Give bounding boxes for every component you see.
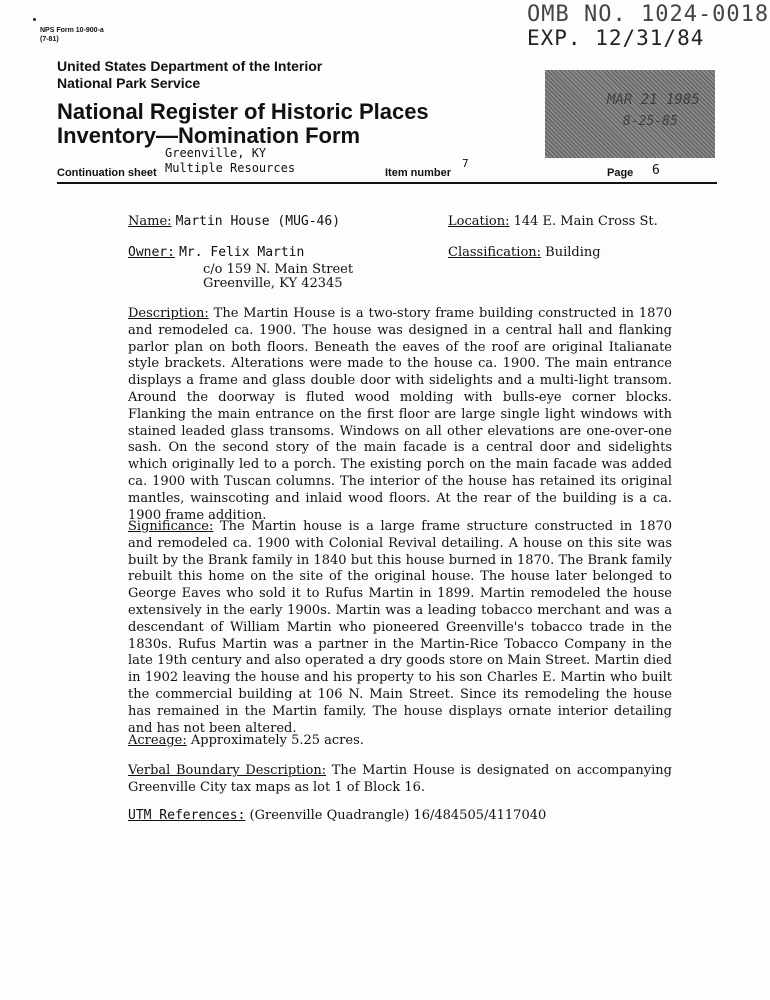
location-field xyxy=(448,214,658,229)
continuation-label: Continuation sheet xyxy=(57,167,157,179)
department-name: United States Department of the Interior xyxy=(57,58,323,74)
form-subtitle: Inventory—Nomination Form xyxy=(57,123,361,148)
name-field xyxy=(128,214,340,229)
owner-field xyxy=(128,245,304,260)
stamp-date: MAR 21 1985 xyxy=(607,92,700,108)
page-label: Page xyxy=(607,167,634,179)
acreage-text: Approximately 5.25 acres. xyxy=(190,733,364,748)
classification-value: Building xyxy=(545,245,601,260)
name-value: Martin House (MUG-46) xyxy=(175,214,341,229)
form-id xyxy=(40,26,104,44)
acreage-label: Acreage: xyxy=(128,733,187,748)
boundary-label: Verbal Boundary Description: xyxy=(128,763,327,778)
continuation-value: Multiple Resources xyxy=(165,161,296,175)
owner-line-2: c/o 159 N. Main Street xyxy=(203,262,354,277)
utm-text: (Greenville Quadrangle) 16/484505/4117040 xyxy=(249,808,547,823)
location-value: 144 E. Main Cross St. xyxy=(513,214,658,229)
description-paragraph xyxy=(128,306,672,524)
utm-paragraph xyxy=(128,808,672,825)
boundary-paragraph xyxy=(128,763,672,797)
form-date: (7-81) xyxy=(40,36,59,43)
city-field: Greenville, KY xyxy=(165,146,267,160)
boundary-text: The Martin House is designated on accompanying Greenville City tax maps as lot 1 of Block 16. xyxy=(128,763,672,795)
description-label: Description: xyxy=(128,306,209,321)
significance-text: The Martin house is a large frame structure constructed in 1870 and remodeled ca. 1900 with Colonial Revival detailing. A house on this site was built by the Brank family in 1840 but this house burned in 1870. The Brank family rebuilt this home on the site of the original house. The house later belonged to George Eaves who sold it to Rufus Martin in 1899. Martin remodeled the house extensively in the early 1900s. Martin was a leading tobacco merchant and was a descendant of William Martin who pioneered Greenville's tobacco trade in the 1830s. Rufus Martin was a partner in the Martin-Rice Tobacco Company in the late 19th century and also operated a dry goods store on Main Street. Martin died in 1902 leaving the house and his property to his son Charles E. Martin who built the commercial building at 106 N. Main Street. Since its remodeling the house has remained in the Martin family. The house displays ornate interior detailing and has not been altered. xyxy=(128,519,673,736)
owner-label: Owner: xyxy=(128,245,175,260)
received-stamp xyxy=(545,70,715,158)
name-label: Name: xyxy=(128,214,172,229)
classification-label: Classification: xyxy=(448,245,542,260)
scan-dot xyxy=(33,18,36,21)
page-number: 6 xyxy=(652,163,660,178)
classification-field xyxy=(448,245,601,260)
location-label: Location: xyxy=(448,214,510,229)
owner-line-1: Mr. Felix Martin xyxy=(179,245,305,260)
item-number-label: Item number xyxy=(385,167,452,179)
stamp-initials: 8-25-85 xyxy=(623,114,678,129)
utm-label: UTM References: xyxy=(128,808,246,823)
acreage-paragraph xyxy=(128,733,672,750)
owner-line-3: Greenville, KY 42345 xyxy=(203,276,343,291)
form-title: National Register of Historic Places xyxy=(57,99,429,124)
description-text: The Martin House is a two-story frame building constructed in 1870 and remodeled ca. 1900. The house was designed in a central hall and flanking parlor plan on both floors. Beneath the eaves of the roof are original Italianate style brackets. Alterations were made to the house ca. 1900. The main entrance displays a frame and glass double door with sidelights and a multi-light transom. Around the doorway is fluted wood molding with bulls-eye corner blocks. Flanking the main entrance on the first floor are large single light windows with stained leaded glass transoms. Windows on all other elevations are one-over-one sash. On the second story of the main facade is a central door and sidelights which originally led to a porch. The existing porch on the main facade was added ca. 1900 with Tuscan columns. The interior of the house has retained its original mantles, wainscoting and inlaid wood floors. At the rear of the building is a ca. 1900 frame addition. xyxy=(128,306,672,523)
significance-label: Significance: xyxy=(128,519,214,534)
header-rule xyxy=(57,182,717,184)
significance-paragraph xyxy=(128,519,672,737)
expiration-date: EXP. 12/31/84 xyxy=(527,26,705,50)
omb-number: OMB NO. 1024-0018 xyxy=(527,2,770,27)
service-name: National Park Service xyxy=(57,75,201,91)
item-number-value: 7 xyxy=(462,157,469,170)
form-number: NPS Form 10-900-a xyxy=(40,27,104,34)
